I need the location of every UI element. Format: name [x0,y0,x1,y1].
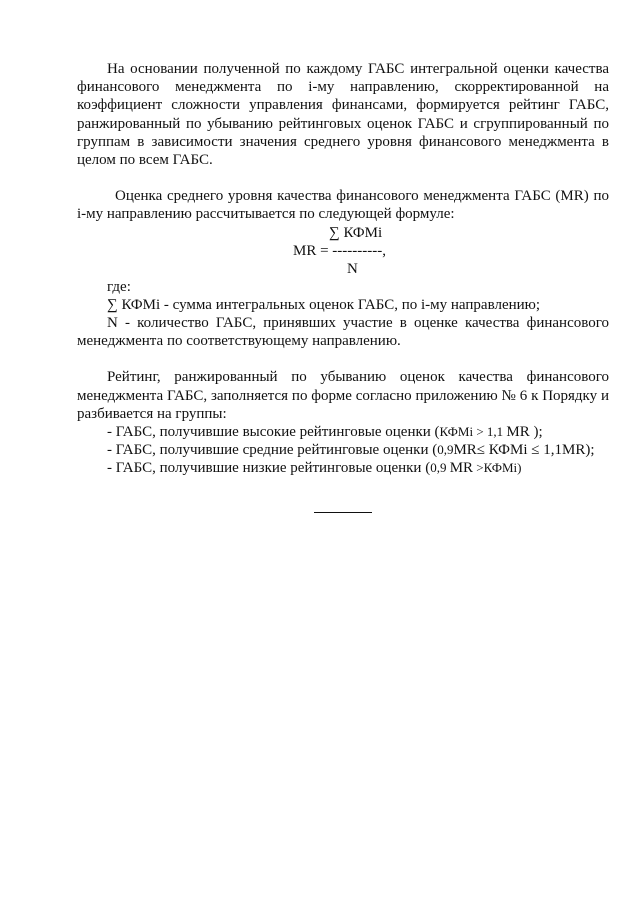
paragraph-rating-groups: Рейтинг, ранжированный по убыванию оценок качества финансового менеджмента ГАБС, заполняется по форме согласно приложению № 6 к Порядку и разбивается на группы: [77,369,609,422]
formula-lhs: MR = ----------, [293,242,387,259]
formula-denominator: N [347,260,358,277]
group-low-prefix: - ГАБС, получившие низкие рейтинговые оценки ( [107,460,431,477]
group-low-suffix: >КФМi) [473,460,522,476]
group-high-mr: MR [506,424,530,441]
mr-formula [77,224,609,278]
spacer [77,169,609,187]
paragraph-mr-definition: Оценка среднего уровня качества финансового менеджмента ГАБС (MR) по i-му направлению рассчитывается по следующей формуле: [77,188,609,223]
spacer [77,350,609,368]
group-low-mr: MR [449,460,474,477]
end-separator-line [314,512,372,513]
group-medium-prefix: - ГАБС, получившие средние рейтинговые оценки ( [107,442,438,459]
group-medium-cond-a: 0,9 [437,442,454,458]
group-item-medium [77,441,609,459]
group-high-cond: КФМi > 1,1 [439,424,507,440]
where-label: где: [107,278,131,295]
group-high-suffix: ); [529,424,543,441]
paragraph-rating-basis: На основании полученной по каждому ГАБС интегральной оценки качества финансового менеджмента по i-му направлению, скорректированной на коэффициент сложности управления финансами, формируется рейтинг ГАБС, ранжированный по убыванию рейтинговых оценок ГАБС и сгруппированный по группам в зависимости значения среднего уровня финансового менеджмента в целом по всем ГАБС. [77,61,609,169]
group-medium-cond-b: MR≤ КФМi ≤ 1,1MR [453,442,586,459]
document-body [77,60,609,478]
n-definition: N - количество ГАБС, принявших участие в оценке качества финансового менеджмента по соответствующему направлению. [77,315,609,350]
sum-definition: ∑ КФМi - сумма интегральных оценок ГАБС, по i-му направлению; [107,296,541,313]
group-medium-suffix: ); [585,442,595,459]
group-high-prefix: - ГАБС, получившие высокие рейтинговые оценки ( [107,424,440,441]
formula-numerator: ∑ КФМi [329,224,383,241]
group-item-low [77,459,609,477]
group-item-high [77,423,609,441]
group-low-cond-a: 0,9 [430,460,450,476]
